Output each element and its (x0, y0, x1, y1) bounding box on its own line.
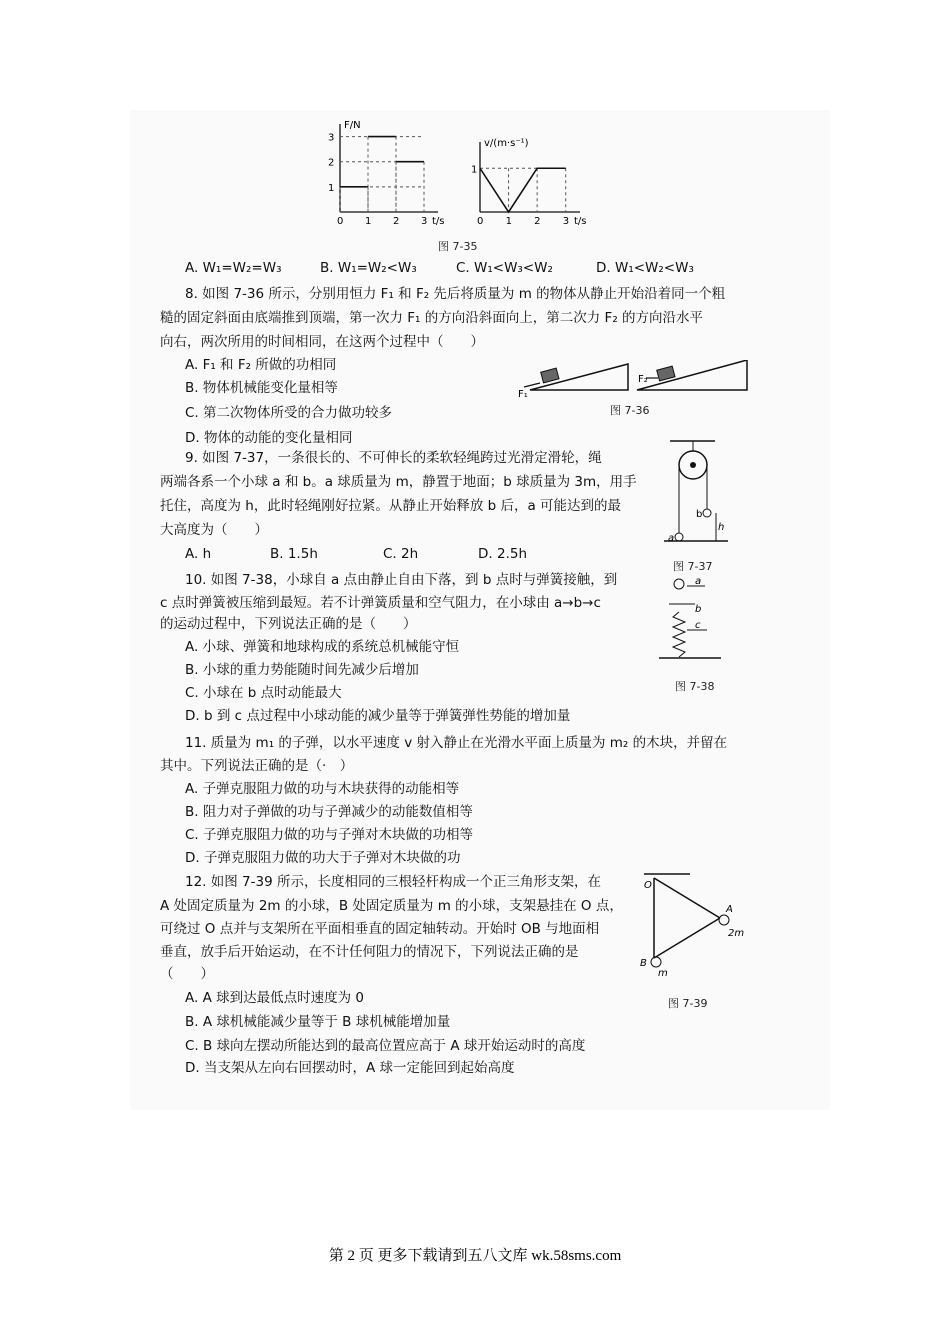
q11-option-a: A. 子弹克服阻力做的功与木块获得的动能相等 (185, 781, 460, 797)
q8-stem-line-1: 8. 如图 7-36 所示，分别用恒力 F₁ 和 F₂ 先后将质量为 m 的物体从静止开始沿着同一个粗 (185, 286, 726, 302)
q11-stem-line-1: 11. 质量为 m₁ 的子弹，以水平速度 v 射入静止在光滑水平面上质量为 m₂ 的木块，并留在 (185, 735, 728, 751)
q9-option-b: B. 1.5h (270, 546, 318, 562)
label-2m: 2m (728, 928, 745, 939)
q8-option-b: B. 物体机械能变化量相等 (185, 380, 338, 396)
label-m: m (658, 968, 668, 978)
label-c: c (695, 620, 701, 631)
q12-option-a: A. A 球到达最低点时速度为 0 (185, 990, 364, 1006)
x-axis-label: t/s (432, 216, 445, 225)
q8-option-a: A. F₁ 和 F₂ 所做的功相同 (185, 357, 337, 373)
q12-stem-line-2: A 处固定质量为 2m 的小球，B 处固定质量为 m 的小球，支架悬挂在 O 点， (160, 898, 623, 914)
q8-stem-line-3: 向右，两次所用的时间相同，在这两个过程中（ ） (160, 334, 484, 350)
x-tick-label: 0 (337, 216, 344, 225)
figure-7-37-caption: 图 7-37 (673, 560, 713, 573)
label-b: b (696, 509, 703, 520)
q7-option-d: D. W₁<W₂<W₃ (596, 260, 694, 276)
x-tick-label: 2 (534, 216, 541, 225)
q12-stem-line-4: 垂直，放手后开始运动，在不计任何阻力的情况下，下列说法正确的是 (160, 944, 579, 960)
q8-option-c: C. 第二次物体所受的合力做功较多 (185, 405, 393, 421)
figure-7-36-caption: 图 7-36 (610, 404, 650, 417)
q11-stem-line-2: 其中。下列说法正确的是（· ） (160, 758, 354, 774)
q9-stem-line-3: 托住，高度为 h，此时轻绳刚好拉紧。从静止开始释放 b 后，a 可能达到的最 (160, 498, 622, 514)
x-tick-label: 1 (505, 216, 512, 225)
force-time-graph (318, 120, 448, 225)
y-axis-label: F/N (344, 120, 361, 131)
label-b-point: B (640, 958, 647, 969)
y-tick-label: 1 (471, 164, 478, 176)
label-o: O (644, 880, 652, 891)
q10-option-d: D. b 到 c 点过程中小球动能的减少量等于弹簧弹性势能的增加量 (185, 708, 571, 724)
velocity-series-line (480, 168, 566, 212)
q7-option-b: B. W₁=W₂<W₃ (320, 260, 417, 276)
label-f1: F₁ (518, 389, 528, 400)
q12-stem-line-1: 12. 如图 7-39 所示，长度相同的三根轻杆构成一个正三角形支架，在 (185, 874, 601, 890)
q10-option-a: A. 小球、弹簧和地球构成的系统总机械能守恒 (185, 639, 460, 655)
q9-option-d: D. 2.5h (478, 546, 528, 562)
figure-7-35-caption: 图 7-35 (438, 240, 478, 253)
triangle-frame-figure (640, 868, 750, 978)
x-tick-label: 3 (421, 216, 428, 225)
label-a-point: A (726, 904, 733, 915)
q8-stem-line-2: 糙的固定斜面由底端推到顶端，第一次力 F₁ 的方向沿斜面向上，第二次力 F₂ 的方向沿水平 (160, 310, 704, 326)
q12-stem-line-5: （ ） (160, 966, 214, 982)
spring-figure (655, 572, 725, 670)
q7-option-a: A. W₁=W₂=W₃ (185, 260, 282, 276)
label-f2: F₂ (638, 374, 648, 385)
label-b: b (695, 604, 702, 615)
q12-option-d: D. 当支架从左向右回摆动时，A 球一定能回到起始高度 (185, 1060, 515, 1076)
label-h: h (718, 522, 725, 533)
q10-stem-line-3: 的运动过程中，下列说法正确的是（ ） (160, 616, 417, 632)
q9-stem-line-1: 9. 如图 7-37，一条很长的、不可伸长的柔软轻绳跨过光滑定滑轮，绳 (185, 450, 602, 466)
q11-option-d: D. 子弹克服阻力做的功大于子弹对木块做的功 (185, 850, 461, 866)
q10-option-c: C. 小球在 b 点时动能最大 (185, 685, 342, 701)
page-footer: 第 2 页 更多下载请到五八文库 wk.58sms.com (328, 1248, 622, 1264)
x-tick-label: 3 (562, 216, 570, 225)
x-axis-label: t/s (574, 216, 587, 225)
q12-stem-line-3: 可绕过 O 点并与支架所在平面相垂直的固定轴转动。开始时 OB 与地面相 (160, 921, 600, 937)
x-tick-label: 1 (365, 216, 372, 225)
y-tick-label: 1 (328, 182, 335, 194)
label-a: a (668, 533, 675, 544)
figure-7-38-caption: 图 7-38 (675, 680, 715, 693)
velocity-time-graph (462, 130, 592, 225)
y-tick-label: 2 (328, 157, 335, 169)
label-a: a (695, 576, 702, 587)
q11-option-c: C. 子弹克服阻力做的功与子弹对木块做的功相等 (185, 827, 474, 843)
x-tick-label: 2 (393, 216, 400, 225)
x-tick-label: 0 (477, 216, 484, 225)
q10-stem-line-1: 10. 如图 7-38，小球自 a 点由静止自由下落，到 b 点时与弹簧接触，到 (185, 572, 618, 588)
pulley-figure (660, 435, 730, 553)
q12-option-c: C. B 球向左摆动所能达到的最高位置应高于 A 球开始运动时的高度 (185, 1038, 586, 1054)
figure-7-39-caption: 图 7-39 (668, 997, 708, 1010)
y-tick-label: 3 (328, 132, 335, 144)
q8-option-d: D. 物体的动能的变化量相同 (185, 430, 353, 446)
q10-stem-line-2: c 点时弹簧被压缩到最短。若不计弹簧质量和空气阻力，在小球由 a→b→c (160, 595, 601, 611)
q9-option-a: A. h (185, 546, 212, 562)
q12-option-b: B. A 球机械能减少量等于 B 球机械能增加量 (185, 1014, 451, 1030)
q11-option-b: B. 阻力对子弹做的功与子弹减少的动能数值相等 (185, 804, 473, 820)
q9-stem-line-4: 大高度为（ ） (160, 522, 268, 538)
y-axis-label: v/(m·s⁻¹) (484, 138, 529, 149)
q9-stem-line-2: 两端各系一个小球 a 和 b。a 球质量为 m，静置于地面；b 球质量为 3m，用手 (160, 474, 637, 490)
q7-option-c: C. W₁<W₃<W₂ (456, 260, 553, 276)
q9-option-c: C. 2h (383, 546, 419, 562)
q10-option-b: B. 小球的重力势能随时间先减少后增加 (185, 662, 419, 678)
